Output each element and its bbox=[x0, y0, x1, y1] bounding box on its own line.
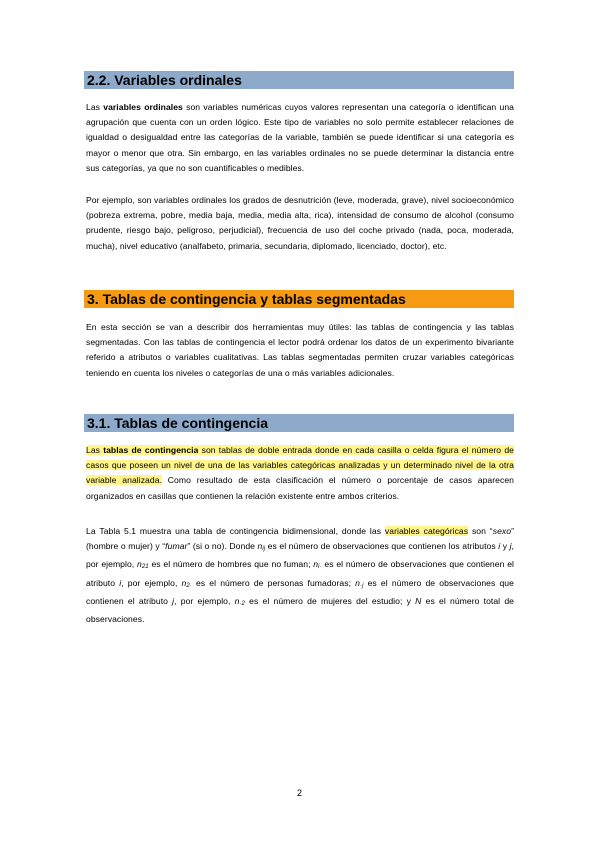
subscript: ·2 bbox=[239, 600, 245, 607]
highlighted-text: variables categóricas bbox=[384, 526, 469, 536]
term-tablas-de-contingencia: tablas de contingencia bbox=[103, 445, 199, 455]
symbol-n: n bbox=[181, 577, 187, 588]
text-run: Las bbox=[86, 102, 104, 112]
symbol-n: n bbox=[355, 577, 361, 588]
term-fumar: fumar bbox=[165, 541, 188, 552]
symbol-N: N bbox=[415, 595, 422, 606]
subscript: 2· bbox=[186, 582, 192, 589]
text-run: son “ bbox=[468, 526, 493, 536]
term-sexo: sexo bbox=[492, 526, 512, 536]
text-run: ” (si o no). Donde bbox=[187, 541, 258, 552]
paragraph-section-3-intro: En esta sección se van a describir dos herramientas muy útiles: las tablas de contingencia y las tablas segmentadas. Con las tablas de contingencia el lector podrá ordenar los datos de un experimento bivariante referido a atributos o variables cualitativas. Las tablas segmentadas permiten cruzar variables categóricas teniendo en cuenta los niveles o categorías de una o más variables adicionales. bbox=[86, 322, 514, 378]
section-heading-3-1: 3.1. Tablas de contingencia bbox=[84, 414, 514, 432]
paragraph-ordinal-examples: Por ejemplo, son variables ordinales los grados de desnutrición (leve, moderada, grave), nivel socioeconómico (pobreza extrema, pobre, media baja, media, media alta, rica), intensidad de consumo de alcohol (consumo prudente, riesgo bajo, peligroso, perjudicial), frecuencia de uso del coche privado (nada, poca, moderada, mucha), nivel educativo (analfabeto, primaria, secundaria, diplomado, licenciado, doctor), etc. bbox=[86, 195, 514, 251]
page-number: 2 bbox=[296, 788, 302, 798]
section-heading-2-2: 2.2. Variables ordinales bbox=[84, 71, 514, 89]
highlighted-text: Las bbox=[86, 445, 104, 455]
text-run: es el número de mujeres del estudio; y bbox=[244, 595, 416, 606]
text-run: son variables numéricas cuyos valores representan una categoría o identifican una agrupación que cuenta con un orden lógico. Este tipo de variables no solo permite establecer relaciones de igualdad o desigualdad entre las categorías de la variable, también se puede identificar si una categoría es mayor o menor que otra. Sin embargo, en las variables ordinales no se puede determinar la distancia entre sus categorías, ya que no son cuantificables o medibles. bbox=[86, 102, 514, 173]
text-run: es el número de observaciones que contienen los atributos bbox=[265, 541, 499, 552]
symbol-j: j bbox=[509, 541, 512, 552]
text-run: , por ejemplo, bbox=[86, 541, 514, 570]
subscript: i· bbox=[318, 564, 322, 571]
text-run: La Tabla 5.1 muestra una tabla de contingencia bidimensional, donde las bbox=[86, 526, 385, 536]
subscript: ·j bbox=[360, 582, 364, 589]
text-run: es el número de observaciones que contienen el atributo bbox=[86, 559, 514, 588]
text-run: es el número de observaciones que contienen el atributo bbox=[86, 577, 514, 606]
subscript: ij bbox=[262, 546, 266, 553]
text-run: es el número de hombres que no fuman; bbox=[148, 559, 314, 570]
text-run: es el número total de observaciones. bbox=[86, 595, 514, 625]
paragraph-contingency-definition bbox=[86, 443, 514, 504]
text-run: , por ejemplo, bbox=[174, 595, 235, 606]
text-run: es el número de personas fumadoras; bbox=[191, 577, 356, 588]
highlighted-text: son tablas de doble entrada donde en cada casilla o celda figura el número de casos que poseen un nivel de una de las variables categóricas analizadas y un determinado nivel de la otra variable analizada. bbox=[86, 445, 514, 486]
symbol-n: n bbox=[313, 559, 319, 570]
symbol-n: n bbox=[257, 541, 263, 552]
text-run: y bbox=[500, 541, 510, 552]
symbol-n: n bbox=[234, 595, 240, 606]
subscript: 21 bbox=[141, 564, 149, 571]
term-variables-ordinales: variables ordinales bbox=[103, 102, 183, 112]
symbol-i: i bbox=[119, 577, 122, 588]
text-run: Como resultado de esta clasificación el número o porcentaje de casos aparecen organizados en casillas que contienen la relación existente entre ambos criterios. bbox=[86, 475, 514, 501]
text-run: ” (hombre o mujer) y “ bbox=[86, 526, 514, 552]
section-heading-3: 3. Tablas de contingencia y tablas segmentadas bbox=[84, 290, 514, 308]
text-run: , por ejemplo, bbox=[121, 577, 182, 588]
symbol-j: j bbox=[172, 595, 175, 606]
symbol-n: n bbox=[137, 559, 142, 570]
paragraph-ordinal-definition bbox=[86, 100, 514, 176]
symbol-i: i bbox=[498, 541, 501, 552]
paragraph-table-5-1-description bbox=[86, 524, 514, 627]
